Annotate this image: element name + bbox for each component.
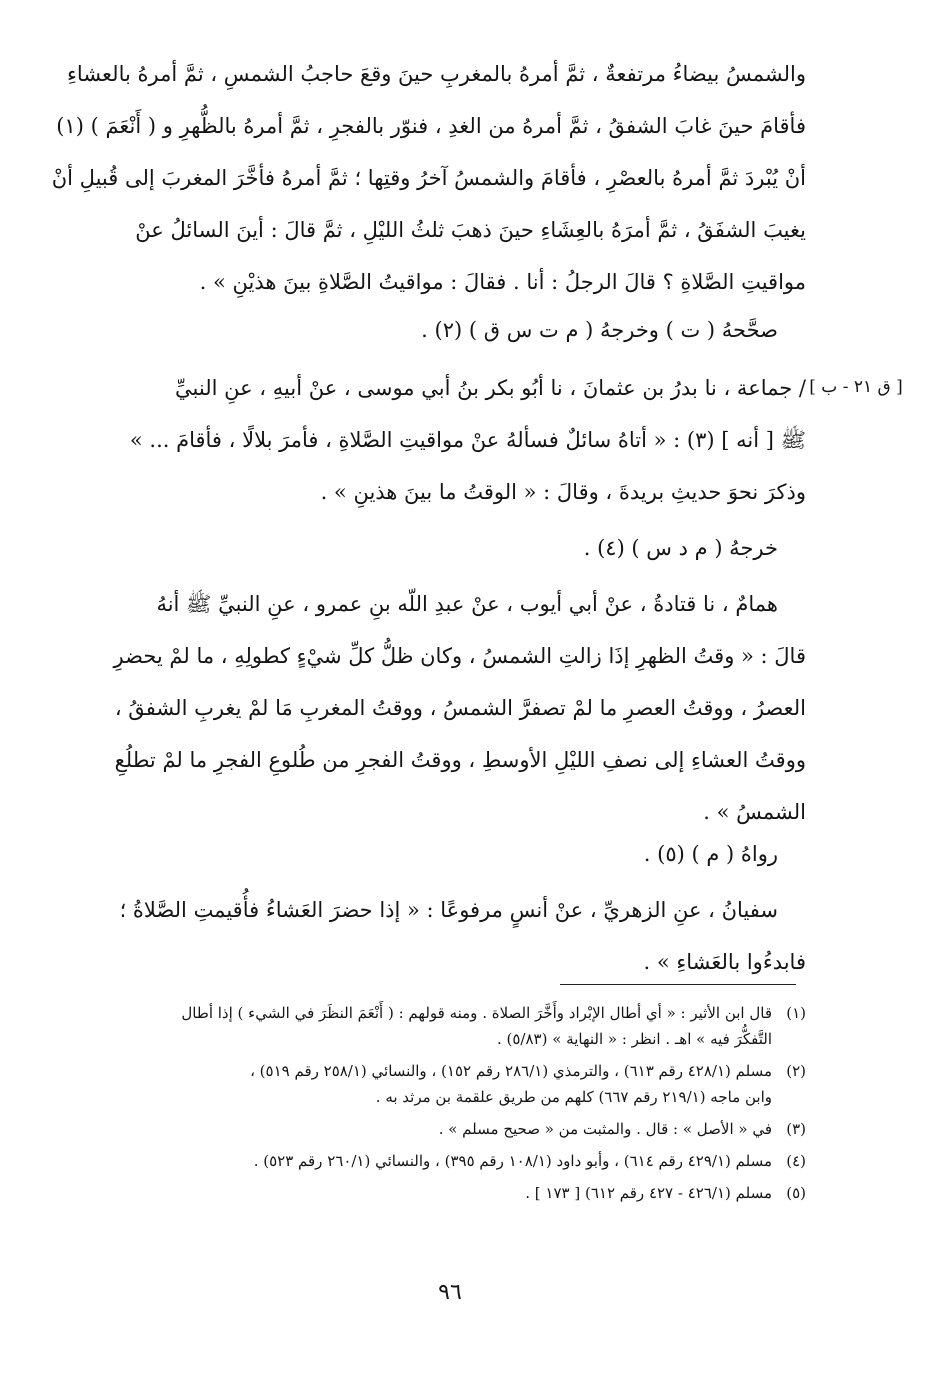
footnote-text <box>86 1180 772 1206</box>
text-line: ووقتُ العشاءِ إلى نصفِ الليْلِ الأوسطِ ، ووقتُ الفجرِ من طُلوعِ الفجرِ ما لمْ تطلُعِ <box>114 748 806 772</box>
text-line: سفيانُ ، عنِ الزهريِّ ، عنْ أنسٍ مرفوعًا : « إذا حضرَ العَشاءُ فأُقيمتِ الصَّلاةُ ؛ <box>119 898 778 922</box>
text-line: والشمسُ بيضاءُ مرتفعةٌ ، ثمَّ أمرهُ بالمغربِ حينَ وقعَ حاجبُ الشمسِ ، ثمَّ أمرهُ بالعشاءِ <box>67 62 806 86</box>
footnote-line: قال ابن الأثير : « أي أطال الإبْراد وأَخَّرَ الصلاة . ومنه قولهم : ( أَنْعَمَ النظَرَ في الشيء ) إذا أطال <box>181 1004 772 1022</box>
takhrij-line: رواهُ ( م ) (٥) . <box>643 842 778 866</box>
takhrij-line: صحَّحهُ ( ت ) وخرجهُ ( م ت س ق ) (٢) . <box>421 318 778 342</box>
takhrij-3 <box>118 828 806 880</box>
text-line: فابدءُوا بالعَشاءِ » . <box>643 950 806 974</box>
takhrij-1 <box>118 304 806 356</box>
text-line: / جماعة ، نا بدرُ بن عثمانَ ، نا أبُو بكر بنُ أبي موسى ، عنْ أبيهِ ، عنِ النبيِّ <box>175 376 806 400</box>
footnotes <box>86 1000 806 1206</box>
footnote-text <box>86 1000 772 1052</box>
text-line: قالَ : « وقتُ الظهرِ إذَا زالتِ الشمسُ ، وكان ظلُّ كلِّ شيْءٍ كطولِهِ ، ما لمْ يحضرِ <box>113 644 806 668</box>
footnote-number: (١) <box>786 1004 806 1022</box>
footnote-5 <box>86 1180 806 1206</box>
footnote-number: (٥) <box>786 1184 806 1202</box>
footnote-text <box>86 1116 772 1142</box>
footnote-line: مسلم (٤٢٨/١ رقم ٦١٣) ، والترمذي (٢٨٦/١ رقم ١٥٢) ، والنسائي (٢٥٨/١ رقم ٥١٩) ، <box>250 1062 772 1080</box>
footnote-line: في « الأصل » : قال . والمثبت من « صحيح مسلم » . <box>438 1120 772 1138</box>
paragraph-3 <box>113 578 806 838</box>
footnote-4 <box>86 1148 806 1174</box>
footnote-text <box>86 1058 772 1110</box>
takhrij-line: خرجهُ ( م د س ) (٤) . <box>583 536 778 560</box>
text-line: العصرُ ، ووقتُ العصرِ ما لمْ تصفرَّ الشمسُ ، ووقتُ المغربِ مَا لمْ يغربِ الشفقُ ، <box>114 696 806 720</box>
paragraph-2 <box>118 362 806 518</box>
footnote-number: (٣) <box>786 1120 806 1138</box>
footnote-line: التَّفكُّرَ فيه » اهـ . انظر : « النهاية » (٥/٨٣) . <box>496 1030 772 1048</box>
footnote-number: (٤) <box>786 1152 806 1170</box>
text-line: فأقامَ حينَ غابَ الشفقُ ، ثمَّ أمرهُ من الغدِ ، فنوّر بالفجرِ ، ثمَّ أمرهُ بالظُّهرِ و ( أَنْعَمَ ) (١) <box>56 114 806 138</box>
footnote-line: وابن ماجه (٢١٩/١ رقم ٦٦٧) كلهم من طريق علقمة بن مرثد به . <box>375 1088 772 1106</box>
footnote-separator <box>560 984 796 985</box>
manuscript-folio-note: [ ق ٢١ - ب ] <box>809 377 903 397</box>
footnote-1 <box>86 1000 806 1052</box>
footnote-2 <box>86 1058 806 1110</box>
footnote-3 <box>86 1116 806 1142</box>
page-number: ٩٦ <box>438 1280 462 1305</box>
paragraph-1 <box>51 48 806 308</box>
text-line: همامٌ ، نا قتادةُ ، عنْ أبي أيوب ، عنْ عبدِ اللّه بنِ عمرو ، عنِ النبيِّ ﷺ أنهُ <box>156 592 778 616</box>
text-line: يغيبَ الشفَقُ ، ثمَّ أمرَهُ بالعِشَاءِ حينَ ذهبَ ثلثُ الليْلِ ، ثمَّ قالَ : أينَ السائلُ عنْ <box>135 218 806 242</box>
footnote-text <box>86 1148 772 1174</box>
footnote-line: مسلم (٤٢٦/١ - ٤٢٧ رقم ٦١٢) [ ١٧٣ ] . <box>525 1184 772 1202</box>
takhrij-2 <box>118 522 806 574</box>
footnote-number: (٢) <box>786 1062 806 1080</box>
text-line: وذكرَ نحوَ حديثِ بريدةَ ، وقالَ : « الوقتُ ما بينَ هذينِ » . <box>320 480 806 504</box>
text-line: ﷺ [ أنه ] (٣) : « أتاهُ سائلٌ فسألهُ عنْ مواقيتِ الصَّلاةِ ، فأمرَ بلالًا ، فأقامَ ... » <box>129 428 806 452</box>
text-line: مواقيتِ الصَّلاةِ ؟ قالَ الرجلُ : أنا . فقالَ : مواقيتُ الصَّلاةِ بينَ هذيْنِ » . <box>199 270 806 294</box>
footnote-line: مسلم (٤٢٩/١ رقم ٦١٤) ، وأبو داود (١٠٨/١ رقم ٣٩٥) ، والنسائي (٢٦٠/١ رقم ٥٢٣) . <box>253 1152 772 1170</box>
text-line: أنْ يُبْردَ ثمَّ أمرهُ بالعصْرِ ، فأقامَ والشمسُ آخرُ وقتِها ؛ ثمَّ أمرهُ فأخَّرَ المغربَ إلى قُبيلِ أنْ <box>51 166 806 190</box>
paragraph-4 <box>118 884 806 988</box>
text-line: الشمسُ » . <box>703 800 806 824</box>
